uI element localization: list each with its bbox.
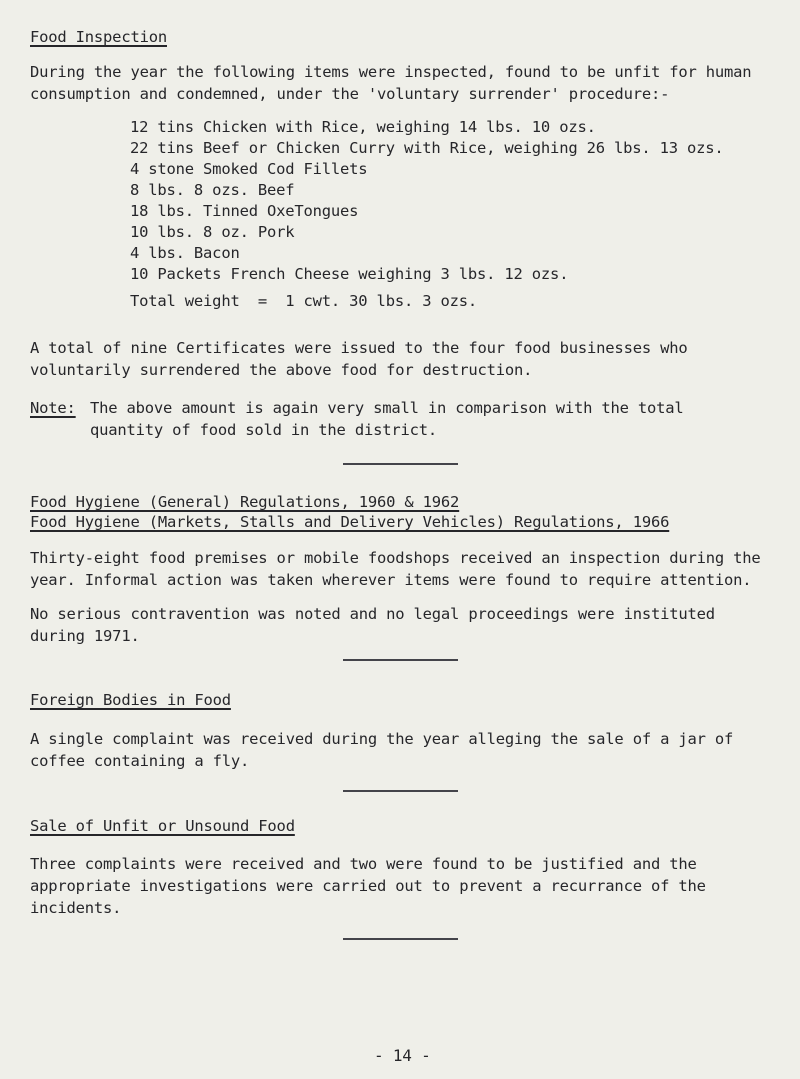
list-item: 4 stone Smoked Cod Fillets xyxy=(130,160,368,178)
note-label: Note: xyxy=(30,399,76,417)
foreign-bodies-line-2: coffee containing a fly. xyxy=(30,752,250,770)
list-item: 8 lbs. 8 ozs. Beef xyxy=(130,181,295,199)
note-line-2: quantity of food sold in the district. xyxy=(90,421,438,439)
intro-line-1: During the year the following items were inspected, found to be unfit for human xyxy=(30,63,752,81)
section-divider xyxy=(343,659,458,661)
list-item: 4 lbs. Bacon xyxy=(130,244,240,262)
list-item: 22 tins Beef or Chicken Curry with Rice, weighing 26 lbs. 13 ozs. xyxy=(130,139,724,157)
total-weight: Total weight = 1 cwt. 30 lbs. 3 ozs. xyxy=(130,292,478,310)
section-divider xyxy=(343,938,458,940)
hygiene-regulations-heading-2: Food Hygiene (Markets, Stalls and Delivery Vehicles) Regulations, 1966 xyxy=(30,513,670,531)
list-item: 12 tins Chicken with Rice, weighing 14 lbs. 10 ozs. xyxy=(130,118,596,136)
section-divider xyxy=(343,790,458,792)
section-divider xyxy=(343,463,458,465)
note-line-1: The above amount is again very small in comparison with the total xyxy=(90,399,684,417)
unfit-food-line-1: Three complaints were received and two were found to be justified and the xyxy=(30,855,697,873)
unfit-food-heading: Sale of Unfit or Unsound Food xyxy=(30,817,295,835)
list-item: 10 lbs. 8 oz. Pork xyxy=(130,223,295,241)
contravention-line-1: No serious contravention was noted and no legal proceedings were instituted xyxy=(30,605,715,623)
unfit-food-line-3: incidents. xyxy=(30,899,122,917)
foreign-bodies-heading: Foreign Bodies in Food xyxy=(30,691,231,709)
contravention-line-2: during 1971. xyxy=(30,627,140,645)
foreign-bodies-line-1: A single complaint was received during the year alleging the sale of a jar of xyxy=(30,730,734,748)
certificates-line-2: voluntarily surrendered the above food for destruction. xyxy=(30,361,533,379)
list-item: 18 lbs. Tinned OxeTongues xyxy=(130,202,359,220)
list-item: 10 Packets French Cheese weighing 3 lbs. 12 ozs. xyxy=(130,265,569,283)
unfit-food-line-2: appropriate investigations were carried out to prevent a recurrance of the xyxy=(30,877,706,895)
certificates-line-1: A total of nine Certificates were issued to the four food businesses who xyxy=(30,339,688,357)
page-number: - 14 - xyxy=(374,1046,431,1065)
premises-line-1: Thirty-eight food premises or mobile foodshops received an inspection during the xyxy=(30,549,761,567)
premises-line-2: year. Informal action was taken wherever items were found to require attention. xyxy=(30,571,752,589)
food-inspection-heading: Food Inspection xyxy=(30,28,167,46)
hygiene-regulations-heading-1: Food Hygiene (General) Regulations, 1960 & 1962 xyxy=(30,493,460,511)
intro-line-2: consumption and condemned, under the 'voluntary surrender' procedure:- xyxy=(30,85,670,103)
